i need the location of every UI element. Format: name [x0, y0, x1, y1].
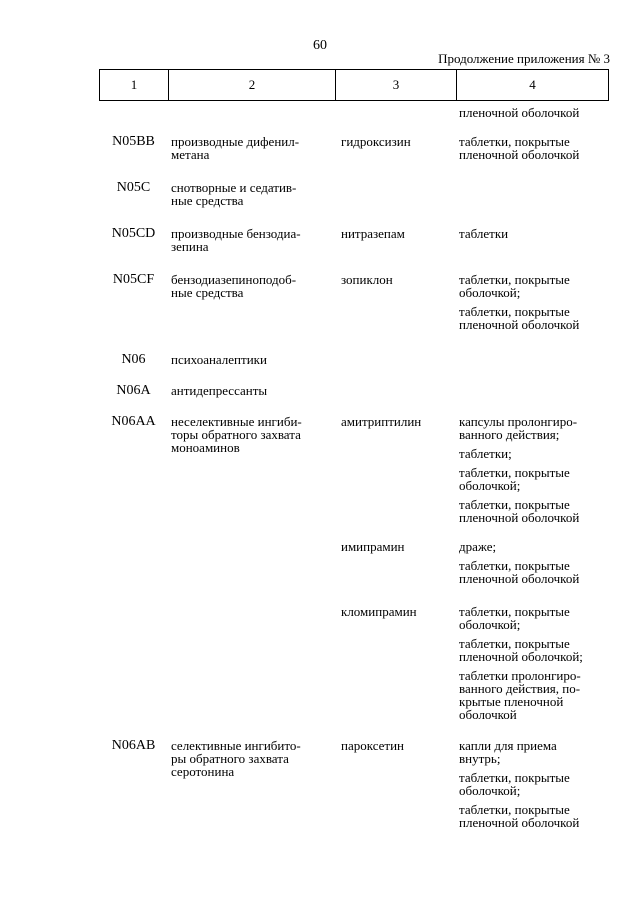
dosage-form-item: таблетки, покрытые пленочной оболочкой — [459, 802, 580, 830]
dosage-forms — [459, 739, 609, 829]
table-row — [99, 227, 609, 253]
dosage-forms — [459, 353, 609, 366]
dosage-forms — [459, 605, 609, 721]
table-row — [99, 273, 609, 331]
drug-name: нитразепам — [341, 226, 405, 241]
group-name: антидепрессанты — [171, 383, 268, 398]
dosage-form-item: таблетки — [459, 226, 509, 241]
table-row — [99, 415, 609, 524]
drug-name — [341, 353, 459, 366]
continued-cell: пленочной оболочкой — [459, 105, 580, 120]
dosage-forms — [459, 135, 609, 161]
drug-name — [341, 181, 459, 207]
dosage-form-item: таблетки, покрытые пленочной оболочкой — [459, 558, 580, 586]
table-row — [99, 181, 609, 207]
header-col-3: 3 — [336, 70, 457, 100]
dosage-forms — [459, 384, 609, 397]
dosage-form-item: таблетки, покрытые оболочкой; — [459, 465, 570, 493]
header-col-2: 2 — [169, 70, 336, 100]
group-name: бензодиазепиноподоб- ные средства — [171, 272, 297, 300]
atc-code: N05C — [116, 180, 151, 195]
table-row — [99, 135, 609, 161]
atc-code: N06A — [116, 383, 151, 398]
dosage-form-item: таблетки, покрытые пленочной оболочкой — [459, 497, 580, 525]
table-body — [99, 101, 609, 829]
dosage-form-item: таблетки, покрытые оболочкой; — [459, 604, 570, 632]
header-col-1: 1 — [100, 70, 169, 100]
dosage-forms — [459, 415, 609, 524]
dosage-form-item: драже; — [459, 539, 497, 554]
atc-code: N05BB — [112, 134, 155, 149]
atc-code — [99, 540, 168, 585]
group-name — [168, 540, 341, 585]
dosage-form-item: таблетки, покрытые пленочной оболочкой; — [459, 636, 583, 664]
atc-code: N06 — [121, 352, 146, 367]
atc-code: N06AB — [111, 738, 156, 753]
atc-code: N06AA — [111, 414, 156, 429]
dosage-forms — [459, 273, 609, 331]
table-header — [99, 69, 609, 101]
group-name — [168, 605, 341, 721]
drug-name: зопиклон — [341, 272, 393, 287]
table-row — [99, 605, 609, 721]
drug-name: имипрамин — [341, 539, 405, 554]
dosage-form-item: таблетки; — [459, 446, 512, 461]
dosage-form-item: таблетки, покрытые пленочной оболочкой — [459, 134, 580, 162]
drug-name: пароксетин — [341, 738, 405, 753]
header-col-4: 4 — [529, 77, 536, 92]
table-row — [99, 540, 609, 585]
table-row — [99, 739, 609, 829]
atc-code — [99, 605, 168, 721]
dosage-form-item: таблетки, покрытые оболочкой; — [459, 770, 570, 798]
dosage-forms — [459, 540, 609, 585]
atc-code: N05CD — [111, 226, 156, 241]
dosage-form-item: таблетки, покрытые пленочной оболочкой — [459, 304, 580, 332]
continued-row — [99, 106, 609, 119]
drug-name: амитриптилин — [341, 414, 422, 429]
dosage-form-item: капли для приема внутрь; — [459, 738, 557, 766]
dosage-forms — [459, 227, 609, 253]
group-name: селективные ингибито- ры обратного захвата серотонина — [171, 738, 301, 779]
table-row — [99, 384, 609, 397]
table-row — [99, 353, 609, 366]
page-number: 60 — [313, 38, 327, 53]
group-name: снотворные и седатив- ные средства — [171, 180, 297, 208]
group-name: психоаналептики — [171, 352, 267, 367]
drug-name: кломипрамин — [341, 604, 417, 619]
dosage-form-item: таблетки пролонгиро- ванного действия, по- крытые пленочной оболочкой — [459, 668, 581, 722]
group-name: производные бензодиа- зепина — [171, 226, 301, 254]
drug-name — [341, 384, 459, 397]
drug-name: гидроксизин — [341, 134, 411, 149]
dosage-form-item: таблетки, покрытые оболочкой; — [459, 272, 570, 300]
group-name: производные дифенил- метана — [171, 134, 300, 162]
dosage-forms — [459, 181, 609, 207]
dosage-form-item: капсулы пролонгиро- ванного действия; — [459, 414, 578, 442]
atc-code: N05CF — [112, 272, 155, 287]
continuation-title: Продолжение приложения № 3 — [438, 51, 610, 66]
group-name: неселективные ингиби- торы обратного захвата моноаминов — [171, 414, 302, 455]
